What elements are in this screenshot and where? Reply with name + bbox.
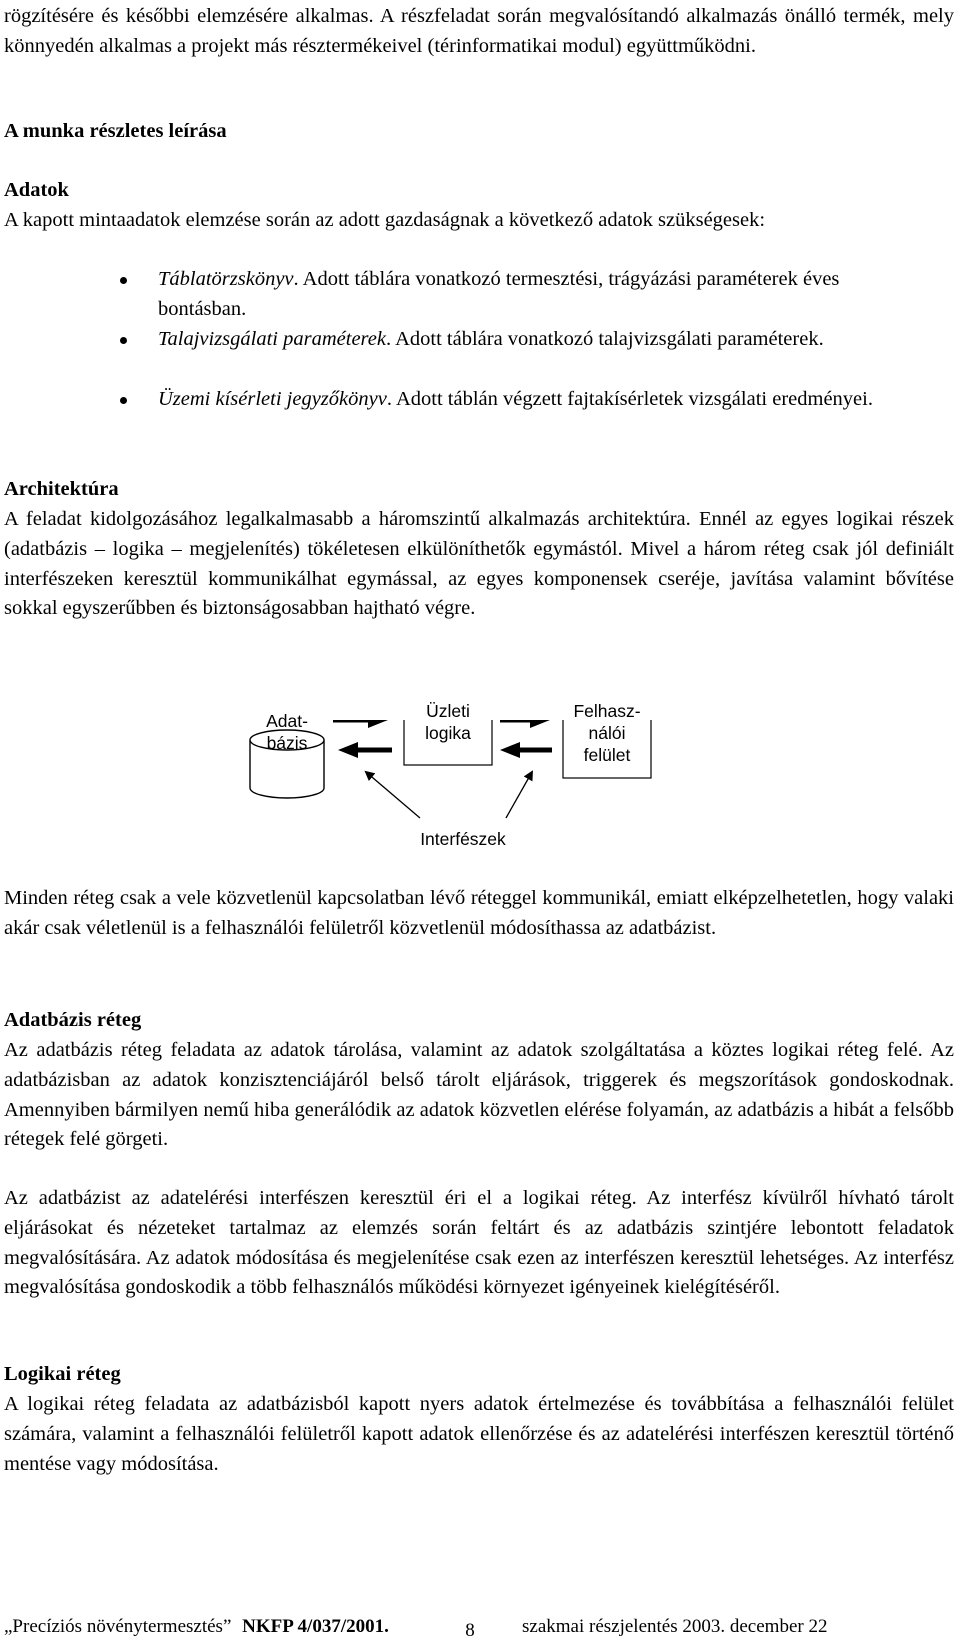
database-label-line: bázis — [266, 733, 308, 753]
bullet-icon — [120, 277, 127, 284]
adatbazis-paragraph-1: Az adatbázis réteg feladata az adatok tárolása, valamint az adatok szolgáltatása a köztes logikai réteg felé. Az adatbázisban az adatok konzisztenciájáról belső tárolt eljárások, triggerek és megszorítások gondoskodnak. Amennyiben bármilyen nemű hiba generálódik az adatok közvetlen elérése folyamán, az adatbázis a hibát a felsőbb rétegek felé görgeti. — [4, 1039, 954, 1151]
bullet-icon — [120, 397, 127, 404]
footer-project: „Precíziós növénytermesztés” — [4, 1616, 232, 1637]
logic-label — [404, 700, 492, 744]
ui-label-line: felület — [583, 745, 631, 765]
heading-adatbazis: Adatbázis réteg — [4, 1009, 142, 1031]
arrow-left-icon — [500, 742, 552, 758]
diagram-graphics — [0, 720, 960, 900]
logic-label-line: logika — [425, 723, 471, 743]
after-diagram-paragraph: Minden réteg csak a vele közvetlenül kapcsolatban lévő réteggel kommunikál, emiatt elképzelhetetlen, hogy valaki akár csak véletlenül is a felhasználói felületről közvetlenül módosíthassa az adatbázist. — [4, 887, 954, 939]
footer-report: szakmai részjelentés 2003. december 22 — [522, 1616, 828, 1637]
item-text: . Adott táblára vonatkozó talajvizsgálati paraméterek. — [385, 328, 824, 350]
bullet-icon — [120, 337, 127, 344]
heading-logikai: Logikai réteg — [4, 1363, 121, 1385]
arrow-left-icon — [338, 742, 392, 758]
architektura-paragraph: A feladat kidolgozásához legalkalmasabb a háromszintű alkalmazás architektúra. Ennél az egyes logikai részek (adatbázis – logika – megjelenítés) tökéletesen elkülöníthetők egymástól. Mivel a három réteg csak jól definiált interfészeken keresztül kommunikálhat egymással, az egyes komponensek cseréje, javítása valamint bővítése sokkal egyszerűbben és biztonságosabban hajtható végre. — [4, 508, 954, 620]
adatok-paragraph: A kapott mintaadatok elemzése során az adott gazdaságnak a következő adatok szükségesek: — [4, 209, 766, 231]
footer-code: NKFP 4/037/2001. — [242, 1616, 389, 1637]
ui-label-line: nálói — [588, 723, 626, 743]
database-label-line: Adat- — [266, 711, 308, 731]
arrow-right-icon — [500, 720, 550, 728]
arrow-right-icon — [333, 720, 388, 728]
item-text: . Adott táblára vonatkozó termesztési, trágyázási paraméterek éves bontásban. — [158, 268, 840, 320]
term: Táblatörzskönyv — [158, 268, 294, 290]
heading-architektura: Architektúra — [4, 478, 119, 500]
database-label — [250, 710, 324, 754]
architecture-diagram — [0, 701, 960, 900]
page-number: 8 — [465, 1620, 475, 1641]
interfaces-label: Interfészek — [420, 829, 506, 849]
logikai-paragraph: A logikai réteg feladata az adatbázisból kapott nyers adatok értelmezése és továbbítása a felhasználói felület számára, valamint a felhasználói felületről kapott adatok ellenőrzése és az adatelérési interfészen keresztül történő mentése vagy módosítása. — [4, 1393, 954, 1475]
term: Talajvizsgálati paraméterek — [158, 328, 386, 350]
heading-adatok: Adatok — [4, 179, 69, 201]
adatbazis-paragraph-2: Az adatbázist az adatelérési interfészen keresztül éri el a logikai réteg. Az interfész kívülről hívható tárolt eljárásokat és nézeteket tartalmaz az elemzés során feltárt és az adatbázis szintjére lebontott feladatok megvalósítására. Az adatok módosítása és megjelenítése csak ezen az interfészen keresztül lehetséges. Az interfész megvalósítása gondoskodik a több felhasználós működési környezet igényeinek kielégítéséről. — [4, 1187, 954, 1299]
ui-label-line: Felhasz- — [573, 701, 641, 721]
intro-paragraph: rögzítésére és későbbi elemzésére alkalmas. A részfeladat során megvalósítandó alkalmazás önálló termék, mely könnyedén alkalmas a projekt más résztermékeivel (térinformatikai modul) együttműködni. — [4, 5, 954, 57]
section-heading-detail: A munka részletes leírása — [4, 120, 227, 142]
term: Üzemi kísérleti jegyzőkönyv — [158, 388, 387, 410]
interface-pointer-icon — [366, 772, 532, 818]
logic-label-line: Üzleti — [426, 701, 470, 721]
item-text: . Adott táblán végzett fajtakísérletek vizsgálati eredményei. — [386, 388, 873, 410]
ui-label — [563, 700, 651, 766]
